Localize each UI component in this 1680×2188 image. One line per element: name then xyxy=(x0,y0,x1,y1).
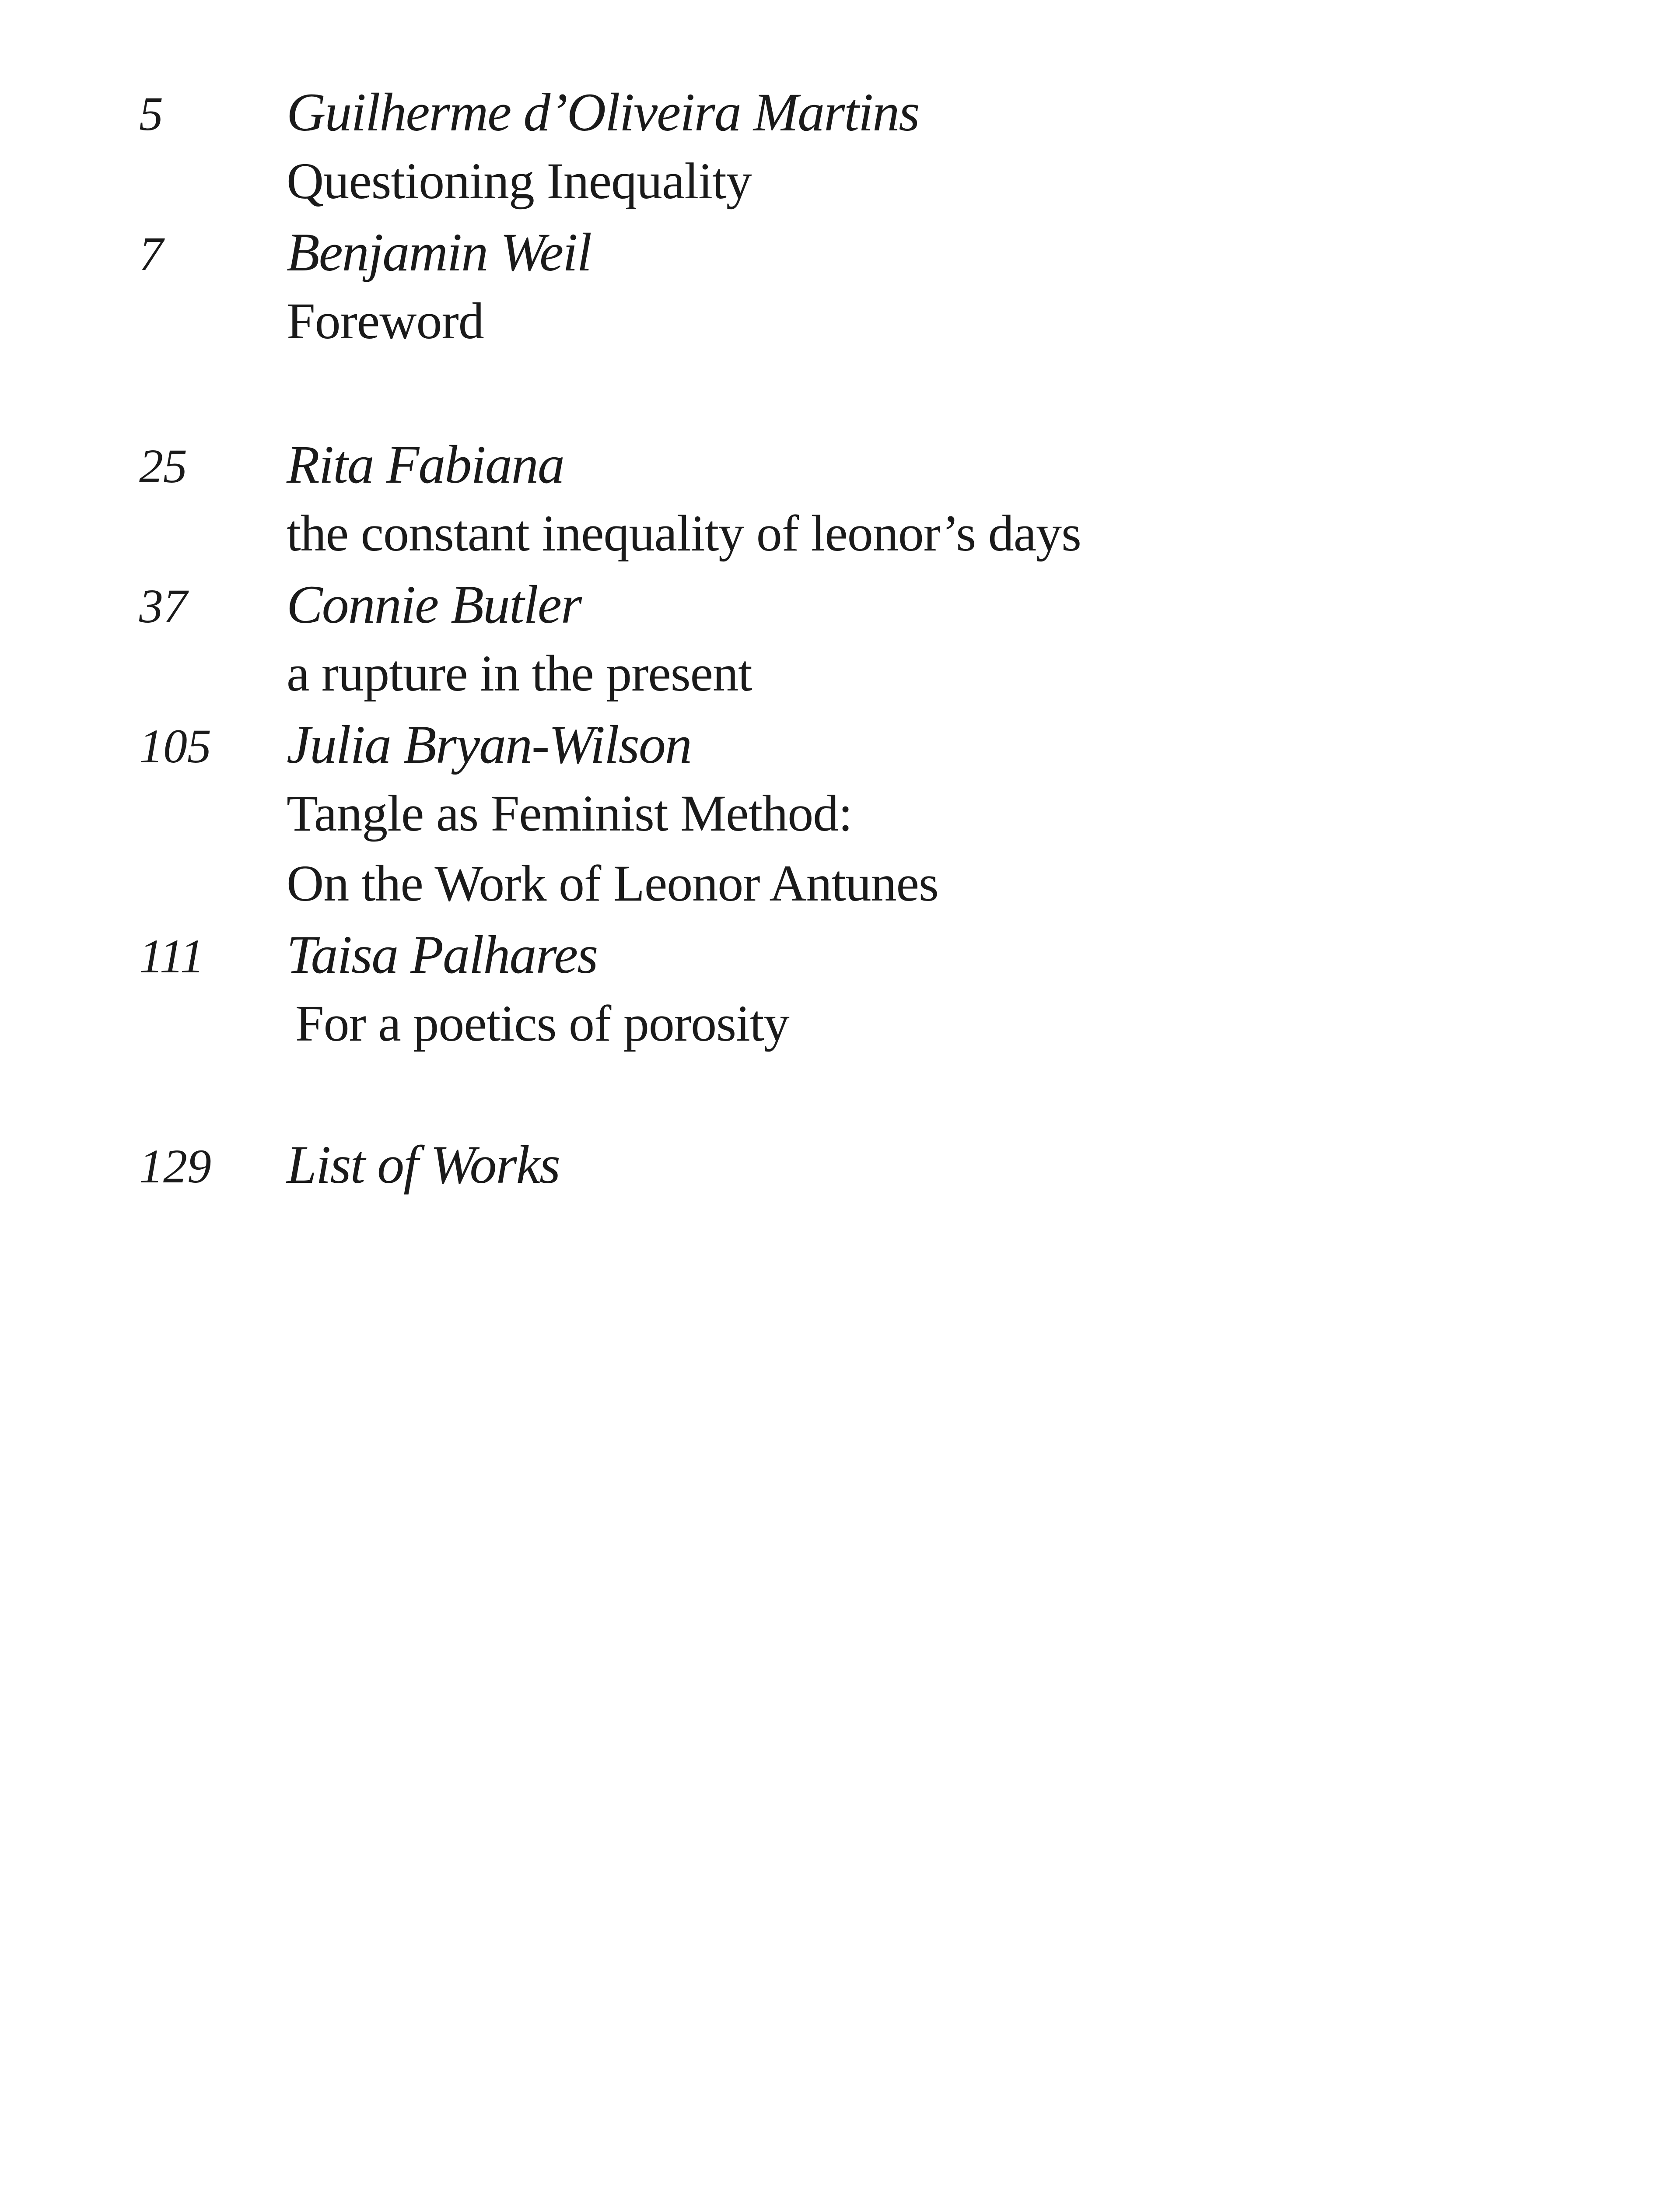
toc-author: Guilherme d’Oliveira Martins xyxy=(287,82,919,142)
toc-page-number: 37 xyxy=(139,579,187,633)
toc-page-number: 105 xyxy=(139,719,211,773)
toc-title: the constant inequality of leonor’s days xyxy=(287,505,1081,562)
toc-author: Rita Fabiana xyxy=(287,435,564,494)
toc-author: Benjamin Weil xyxy=(287,222,592,282)
toc-page-number: 5 xyxy=(139,87,163,140)
toc-page-number: 7 xyxy=(139,227,163,281)
toc-author: List of Works xyxy=(287,1135,560,1195)
toc-title: Foreword xyxy=(287,292,484,350)
toc-author: Connie Butler xyxy=(287,575,581,635)
toc-title: a rupture in the present xyxy=(287,645,752,702)
toc-page-number: 25 xyxy=(139,439,187,493)
toc-author: Taisa Palhares xyxy=(287,925,598,985)
toc-page-number: 129 xyxy=(139,1140,211,1193)
toc-title: On the Work of Leonor Antunes xyxy=(287,855,938,912)
toc-page-number: 111 xyxy=(139,929,204,983)
toc-title: Tangle as Feminist Method: xyxy=(287,785,853,842)
toc-author: Julia Bryan-Wilson xyxy=(287,715,691,775)
toc-title: Questioning Inequality xyxy=(287,152,752,210)
toc-title: For a poetics of porosity xyxy=(295,995,789,1052)
